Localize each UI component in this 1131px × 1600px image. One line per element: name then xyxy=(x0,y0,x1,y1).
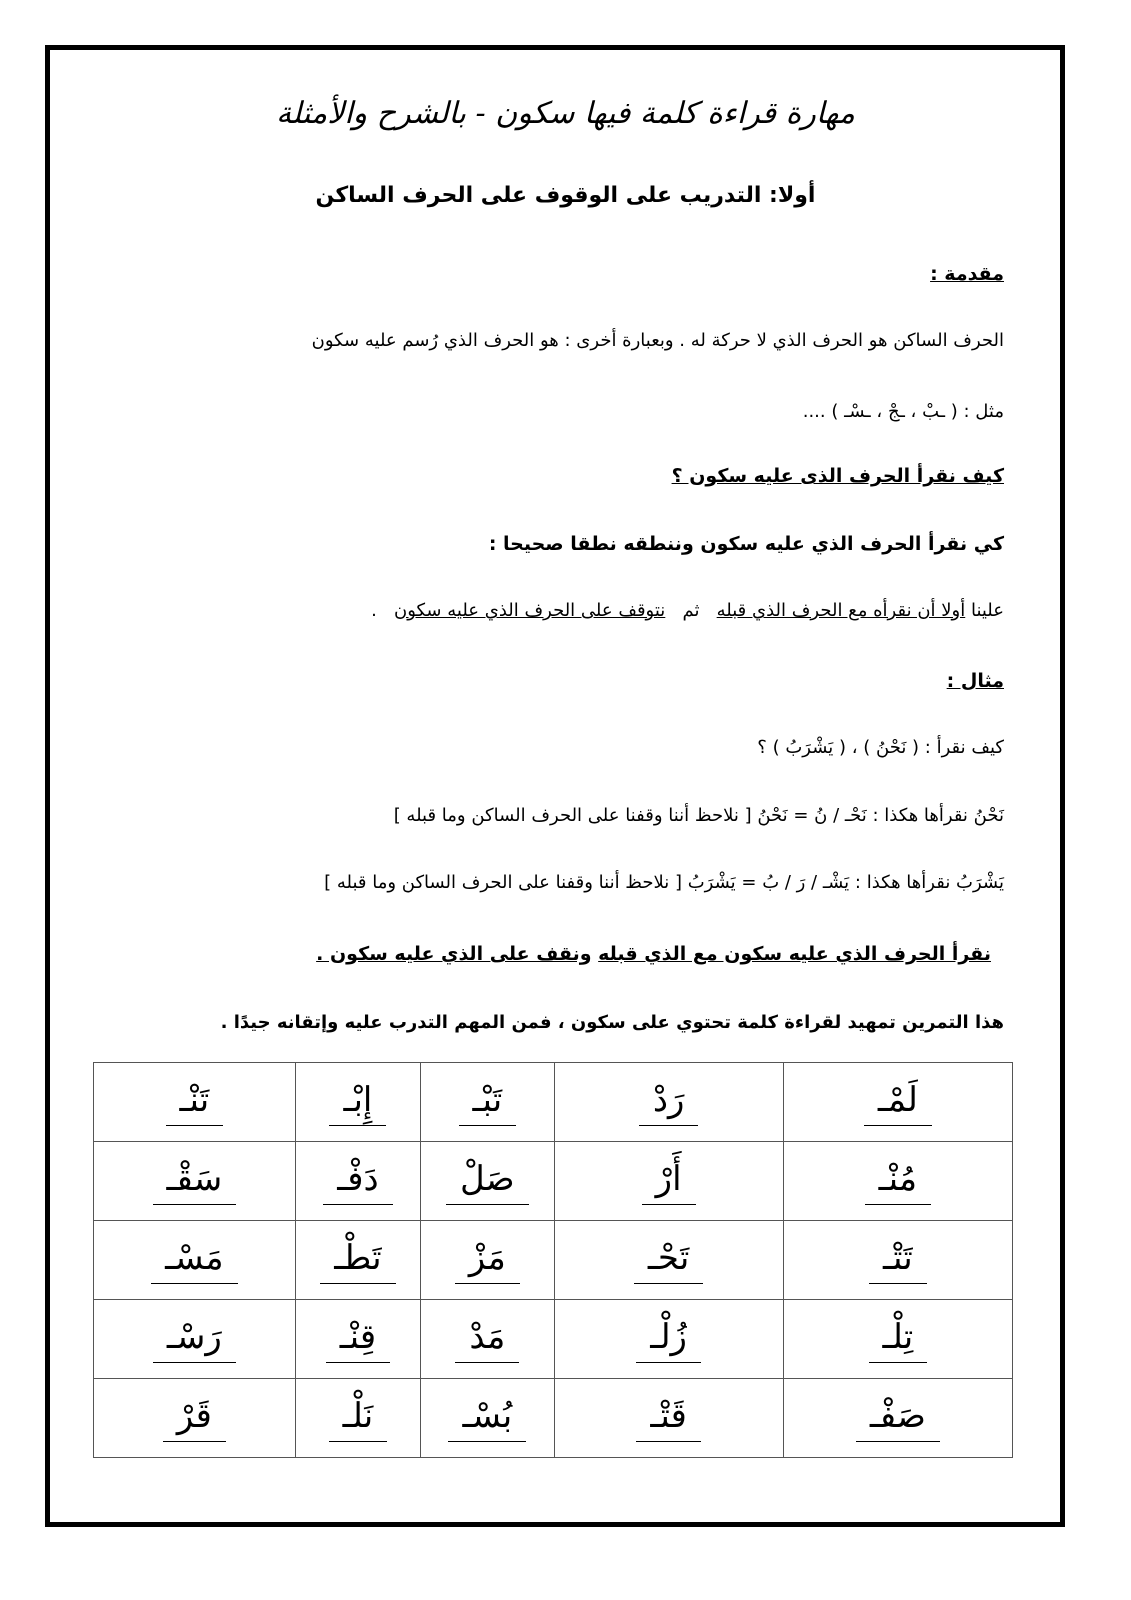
table-cell xyxy=(421,1379,554,1458)
how-to-steps xyxy=(110,600,1004,621)
syllable-text: لَمْـ xyxy=(864,1078,932,1125)
table-row xyxy=(94,1221,1013,1300)
table-row xyxy=(94,1379,1013,1458)
table-cell xyxy=(295,1379,420,1458)
syllable-text: تِلْـ xyxy=(869,1315,928,1362)
syllable-text: تَطْـ xyxy=(320,1236,395,1283)
table-cell xyxy=(554,1221,783,1300)
step-one: أولا أن نقرأه مع الحرف الذي قبله xyxy=(716,600,966,621)
table-cell xyxy=(94,1221,296,1300)
syllable-text: قِنْـ xyxy=(326,1315,390,1362)
syllable-text: تَتْـ xyxy=(869,1236,927,1283)
table-cell xyxy=(554,1063,783,1142)
worksheet-title: مهارة قراءة كلمة فيها سكون - بالشرح والأمثلة xyxy=(276,96,855,131)
table-cell xyxy=(783,1142,1012,1221)
exercise-note: هذا التمرين تمهيد لقراءة كلمة تحتوي على سكون ، فمن المهم التدرب عليه وإتقانه جيدًا . xyxy=(220,1012,1004,1033)
table-cell xyxy=(783,1379,1012,1458)
syllable-text: مُنْـ xyxy=(865,1157,931,1204)
table-cell xyxy=(94,1379,296,1458)
example-line-two: يَشْرَبُ نقرأها هكذا : يَشْـ / رَ / بُ = يَشْرَبُ [ نلاحظ أننا وقفنا على الحرف الساكن وما قبله ] xyxy=(324,872,1004,893)
syllable-text: إِبْـ xyxy=(329,1078,386,1125)
step-then: ثم xyxy=(682,600,700,621)
table-cell xyxy=(94,1142,296,1221)
table-row xyxy=(94,1300,1013,1379)
syllable-text: صَفْـ xyxy=(856,1394,940,1441)
syllable-text: رَسْـ xyxy=(153,1315,236,1362)
section-title: أولا: التدريب على الوقوف على الحرف الساكن xyxy=(315,183,816,208)
syllable-text: صَلْ xyxy=(446,1157,529,1204)
table-cell xyxy=(783,1063,1012,1142)
syllable-text: أَرْ xyxy=(642,1157,696,1204)
rule-part-one: نقرأ الحرف الذي عليه سكون مع الذي قبله xyxy=(598,943,991,965)
syllable-text: قَتْـ xyxy=(636,1394,700,1441)
step-end: . xyxy=(371,600,377,621)
table-cell xyxy=(295,1300,420,1379)
syllable-text: مَزْ xyxy=(455,1236,520,1283)
table-cell xyxy=(295,1221,420,1300)
syllable-text: زُلْـ xyxy=(636,1315,701,1362)
table-cell xyxy=(295,1063,420,1142)
table-cell xyxy=(421,1300,554,1379)
syllable-text: تَحْـ xyxy=(634,1236,703,1283)
example-heading: مثال : xyxy=(946,670,1004,692)
syllable-text: تَبْـ xyxy=(459,1078,517,1125)
syllable-text: رَدْ xyxy=(639,1078,699,1125)
step-prefix: علينا xyxy=(970,600,1004,621)
table-cell xyxy=(421,1063,554,1142)
intro-heading: مقدمة : xyxy=(930,263,1004,285)
syllable-text: تَنْـ xyxy=(166,1078,224,1125)
syllable-text: مَدْ xyxy=(455,1315,519,1362)
syllable-text: سَقْـ xyxy=(153,1157,237,1204)
table-cell xyxy=(554,1300,783,1379)
intro-example: مثل : ( ـبْ ، ـجْ ، ـسْـ ) .... xyxy=(802,401,1004,422)
how-to-heading: كيف نقرأ الحرف الذى عليه سكون ؟ xyxy=(671,465,1004,487)
table-cell xyxy=(94,1063,296,1142)
rule-statement xyxy=(110,943,991,965)
table-cell xyxy=(783,1221,1012,1300)
table-cell xyxy=(783,1300,1012,1379)
syllable-text: نَلْـ xyxy=(329,1394,388,1441)
step-two: نتوقف على الحرف الذي عليه سكون xyxy=(393,600,666,621)
table-cell xyxy=(295,1142,420,1221)
table-row xyxy=(94,1142,1013,1221)
table-cell xyxy=(421,1221,554,1300)
letters-table xyxy=(93,1062,1013,1458)
table-cell xyxy=(421,1142,554,1221)
syllable-text: مَسْـ xyxy=(151,1236,238,1283)
syllable-text: قَرْ xyxy=(163,1394,226,1441)
table-row xyxy=(94,1063,1013,1142)
example-question: كيف نقرأ : ( نَحْنُ ) ، ( يَشْرَبُ ) ؟ xyxy=(757,737,1004,758)
intro-definition: الحرف الساكن هو الحرف الذي لا حركة له . وبعبارة أخرى : هو الحرف الذي رُسم عليه سكون xyxy=(311,330,1004,351)
table-cell xyxy=(554,1379,783,1458)
example-line-one: نَحْنُ نقرأها هكذا : نَحْـ / نُ = نَحْنُ [ نلاحظ أننا وقفنا على الحرف الساكن وما قبله ] xyxy=(393,805,1004,826)
syllable-text: دَفْـ xyxy=(323,1157,392,1204)
rule-part-two: ونقف على الذي عليه سكون . xyxy=(316,943,592,965)
how-to-lead: كي نقرأ الحرف الذي عليه سكون وننطقه نطقا صحيحا : xyxy=(488,533,1004,555)
syllable-text: بُسْـ xyxy=(448,1394,526,1441)
table-cell xyxy=(554,1142,783,1221)
table-cell xyxy=(94,1300,296,1379)
